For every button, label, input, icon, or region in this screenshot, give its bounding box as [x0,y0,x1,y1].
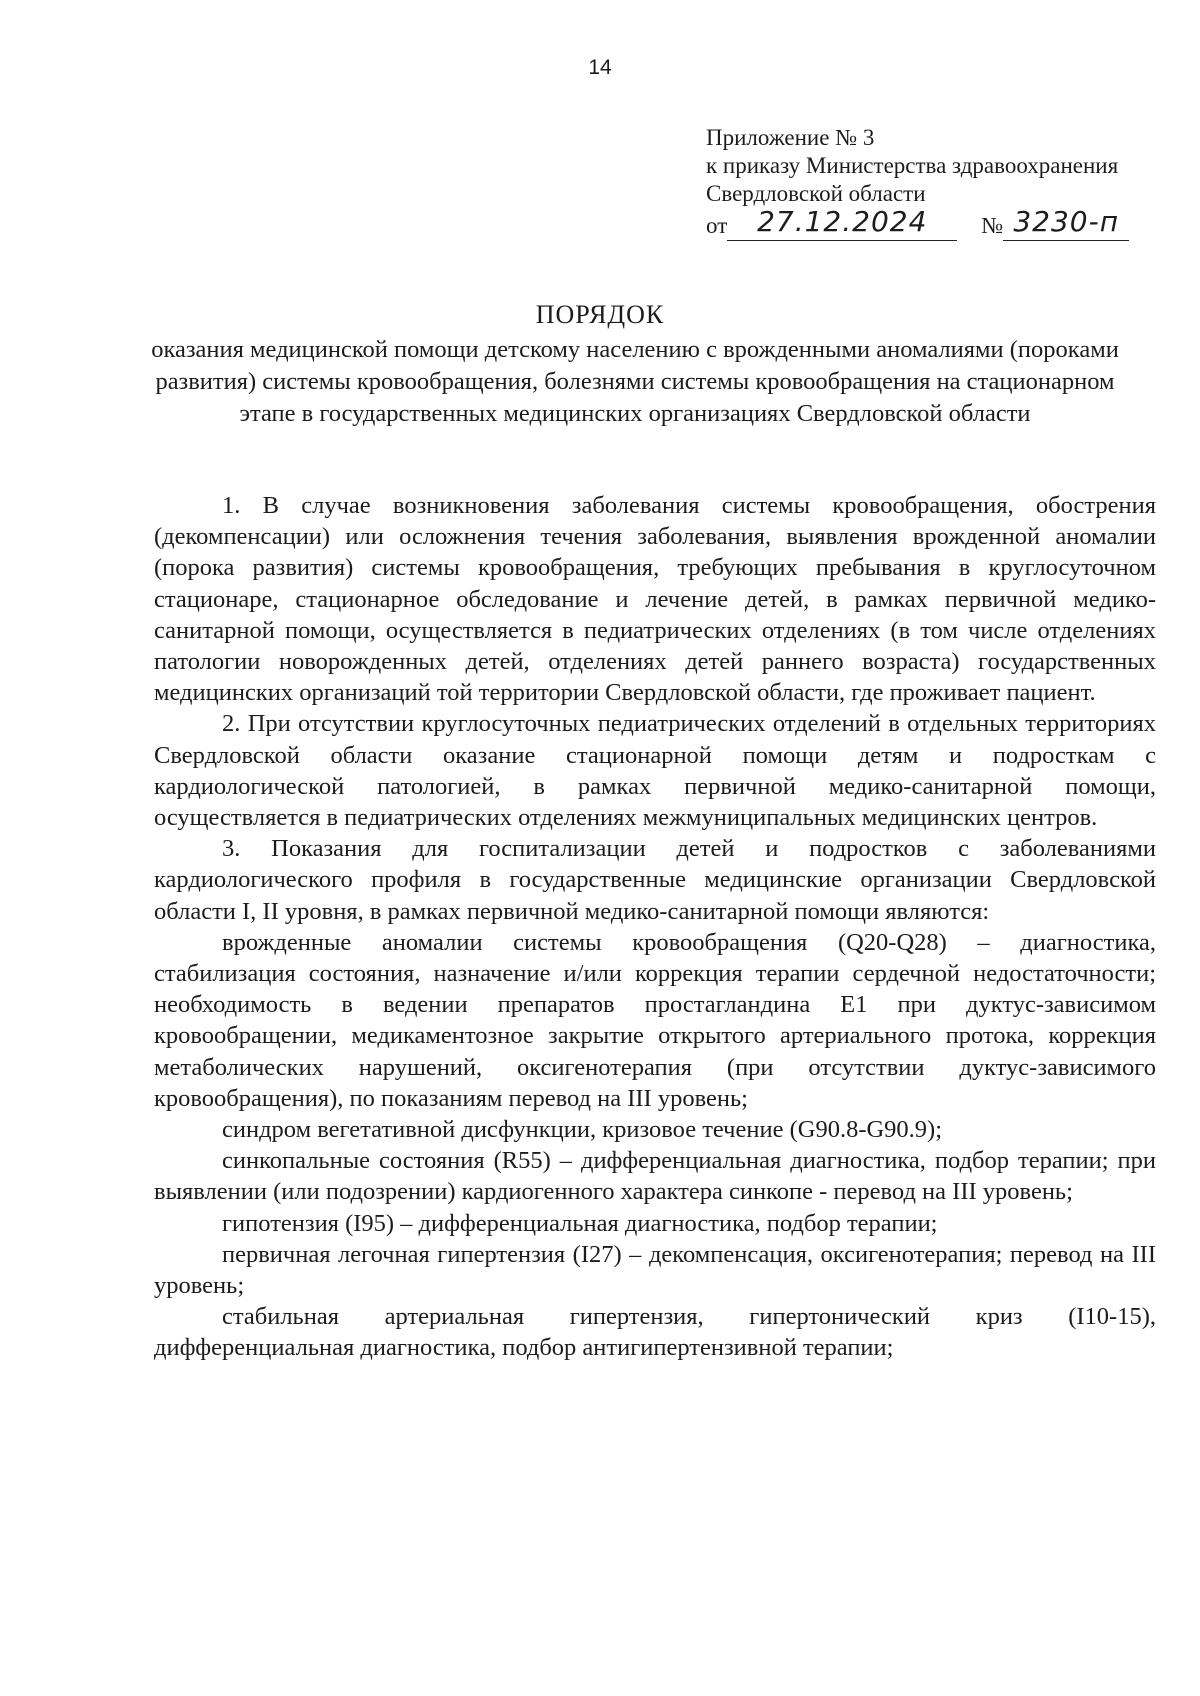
appendix-order-line: к приказу Министерства здравоохранения [706,153,1119,178]
appendix-region-line: Свердловской области [706,181,926,206]
document-subtitle: оказания медицинской помощи детскому населению с врожденными аномалиями (пороками развития) системы кровообращения, болезнями системы кровообращения на стационарном этапе в государственных медицинских организациях Свердловской области [151,336,1119,427]
list-item-arterial-hypertension: стабильная артериальная гипертензия, гипертонический криз (I10-15), дифференциальная диагностика, подбор антигипертензивной терапии; [154,1303,1156,1362]
list-item-syncope: синкопальные состояния (R55) – дифференциальная диагностика, подбор терапии; при выявлении (или подозрении) кардиогенного характера синкопе - перевод на III уровень; [154,1147,1156,1206]
list-item-congenital-anomalies: врожденные аномалии системы кровообращения (Q20-Q28) – диагностика, стабилизация состояния, назначение и/или коррекция терапии сердечной недостаточности; необходимость в ведении препаратов простагландина Е1 при дуктус-зависимом кровообращении, медикаментозное закрытие открытого артериального протока, коррекция метаболических нарушений, оксигенотерапия (при отсутствии дуктус-зависимого кровообращения), по показаниям перевод на III уровень; [154,928,1156,1112]
list-item-vegetative-dysfunction: синдром вегетативной дисфункции, кризовое течение (G90.8-G90.9); [222,1116,943,1144]
handwritten-date: 27.12.2024 [757,205,928,238]
paragraph-3: 3. Показания для госпитализации детей и подростков с заболеваниями кардиологического профиля в государственные медицинские организации Свердловской области I, II уровня, в рамках первичной медико-санитарной помощи являются: [154,835,1156,925]
document-title: ПОРЯДОК [535,300,665,329]
number-field [1003,205,1129,241]
appendix-title: Приложение № 3 [706,125,875,150]
date-prefix: от [706,213,728,238]
list-item-pulmonary-hypertension: первичная легочная гипертензия (I27) – декомпенсация, оксигенотерапия; перевод на III уровень; [154,1240,1156,1300]
paragraph-1: 1. В случае возникновения заболевания системы кровообращения, обострения (декомпенсации) или осложнения течения заболевания, выявления врожденной аномалии (порока развития) системы кровообращения, требующих пребывания в круглосуточном стационаре, стационарное обследование и лечение детей, в рамках первичной медико-санитарной помощи, осуществляется в педиатрических отделениях (в том числе отделениях патологии новорожденных детей, отделениях детей раннего возраста) государственных медицинских организаций той территории Свердловской области, где проживает пациент. [154,492,1156,707]
document-body [154,490,1156,1364]
handwritten-number: 3230-п [1013,205,1120,238]
list-item-hypotension: гипотензия (I95) – дифференциальная диагностика, подбор терапии; [222,1209,938,1237]
appendix-date-number-line [706,205,1176,241]
appendix-block [706,124,1176,241]
page-number: 14 [588,56,612,79]
paragraph-2: 2. При отсутствии круглосуточных педиатрических отделений в отдельных территориях Свердловской области оказание стационарной помощи детям и подросткам с кардиологической патологией, в рамках первичной медико-санитарной помощи, осуществляется в педиатрических отделениях межмуниципальных медицинских центров. [154,710,1156,832]
number-prefix: № [981,213,1004,238]
date-field [727,205,957,241]
